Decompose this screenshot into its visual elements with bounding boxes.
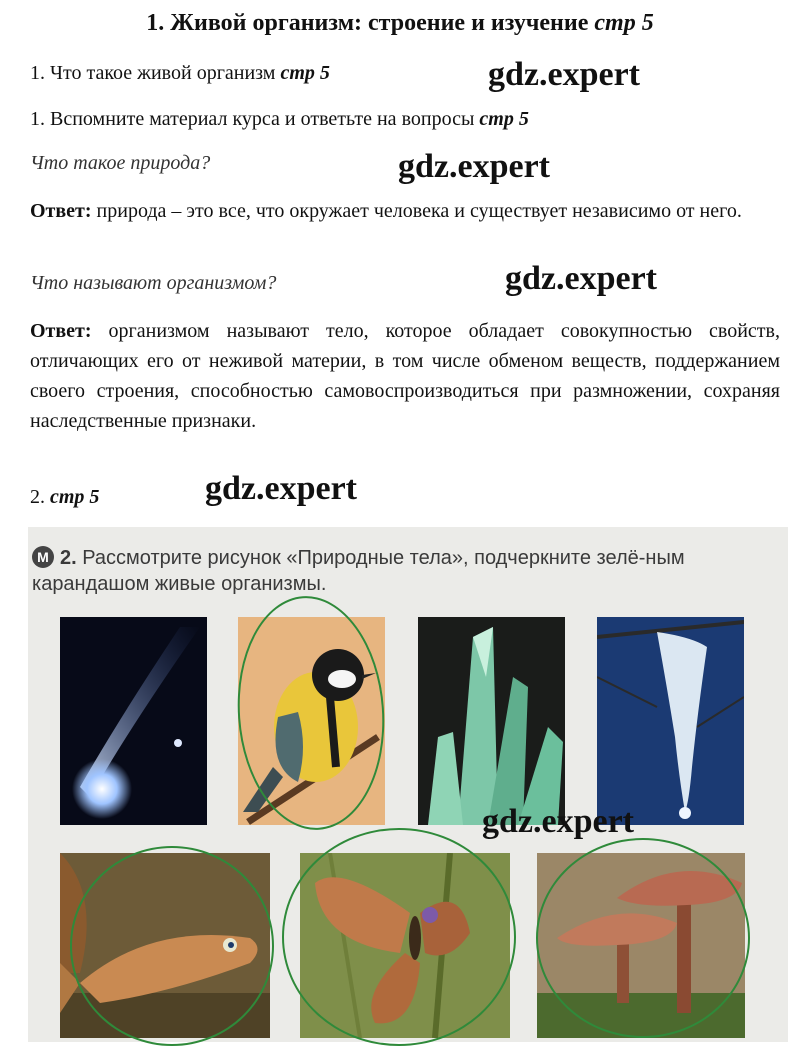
section2-page: стр 5	[50, 486, 100, 508]
question1-page: стр 5	[479, 108, 529, 130]
answer-organism	[30, 316, 780, 436]
task-number: 2.	[60, 547, 77, 569]
crystal-icon	[418, 617, 565, 825]
section1-heading	[30, 62, 330, 85]
page-title-text: 1. Живой организм: строение и изучение	[146, 10, 595, 36]
question-nature: Что такое природа?	[30, 152, 211, 174]
watermark: gdz.expert	[482, 803, 635, 840]
answer-nature-text: природа – это все, что окружает человека и существует независимо от него.	[91, 200, 742, 222]
question1-heading	[30, 108, 529, 131]
circle-fish	[70, 846, 274, 1046]
answer-nature-label: Ответ:	[30, 200, 92, 222]
page-title-ref: стр 5	[594, 10, 654, 36]
watermark: gdz.expert	[505, 260, 658, 297]
photo-icicle	[597, 617, 744, 825]
section2-label: 2.	[30, 486, 50, 508]
task-heading	[32, 545, 752, 597]
circle-butterfly	[282, 828, 516, 1046]
question1-label: 1. Вспомните материал курса и ответьте на вопросы	[30, 108, 480, 130]
watermark: gdz.expert	[488, 56, 641, 93]
answer-organism-text: организмом называют тело, которое обладает совокупностью свойств, отличающих его от неживой материи, в том числе обменом веществ, поддержанием своего строения, способностью самовоспроизводиться при размножении, сохраняя наследственные признаки.	[30, 320, 780, 432]
page-title	[0, 10, 800, 37]
answer-organism-label: Ответ:	[30, 320, 92, 342]
section1-label: 1. Что такое живой организм	[30, 62, 281, 84]
task-text: Рассмотрите рисунок «Природные тела», подчеркните зелё-ным карандашом живые организмы.	[32, 547, 685, 595]
comet-icon	[60, 617, 207, 825]
section2-heading	[30, 486, 99, 509]
question-organism: Что называют организмом?	[30, 272, 277, 294]
photo-crystals	[418, 617, 565, 825]
task-badge-icon: М	[32, 546, 54, 568]
icicle-icon	[597, 617, 744, 825]
watermark: gdz.expert	[205, 470, 358, 507]
watermark: gdz.expert	[398, 148, 551, 185]
photo-comet	[60, 617, 207, 825]
section1-page: стр 5	[280, 62, 330, 84]
circle-mushrooms	[536, 838, 750, 1038]
answer-nature	[30, 196, 780, 226]
